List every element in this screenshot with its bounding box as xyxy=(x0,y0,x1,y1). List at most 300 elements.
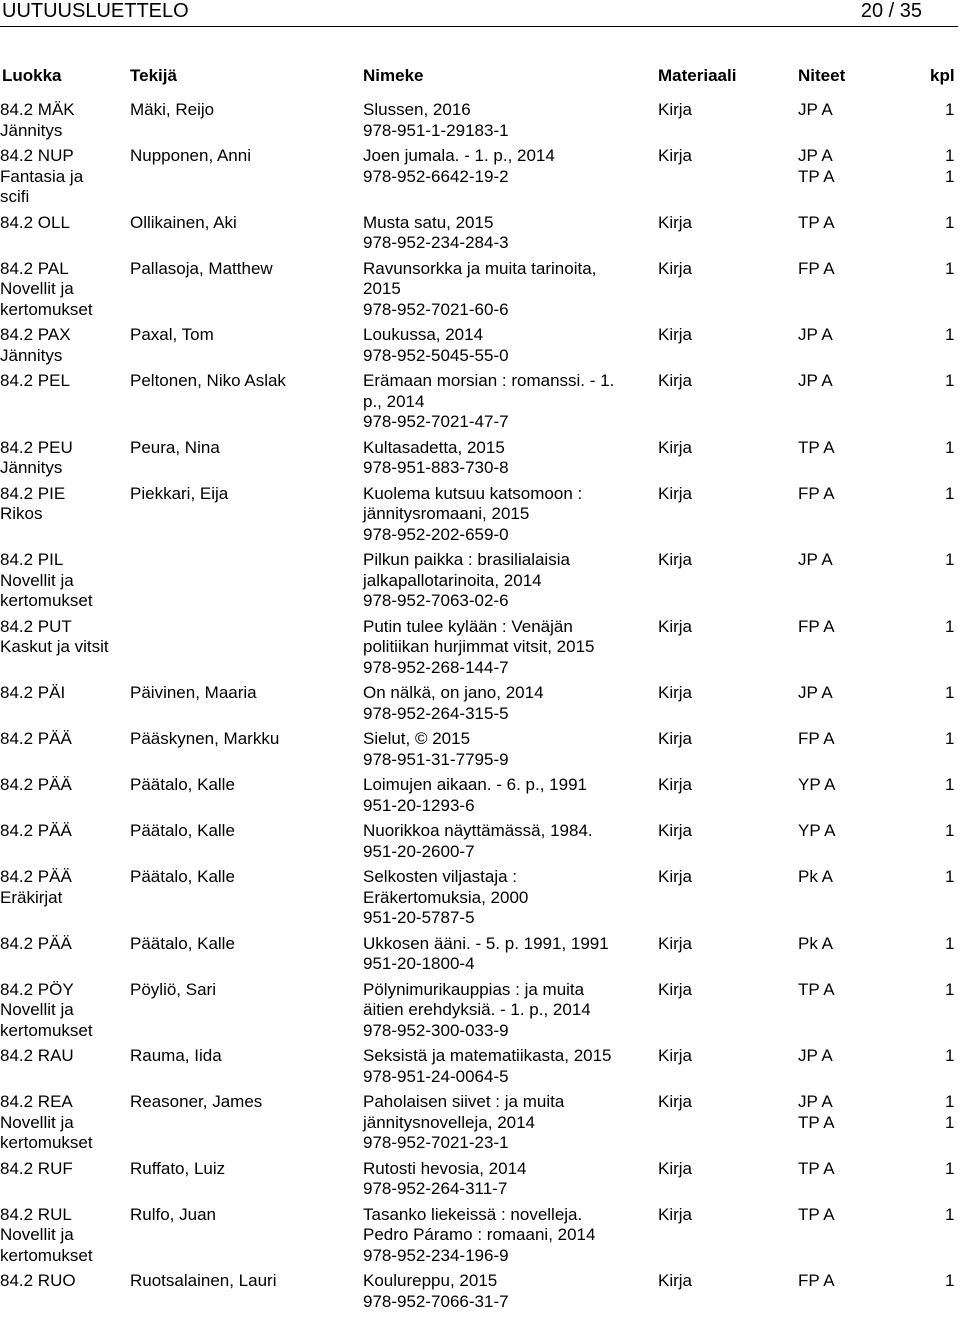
copies-location xyxy=(798,1271,835,1292)
copy-count xyxy=(945,484,954,505)
material-line: Kirja xyxy=(658,371,693,390)
copies-location-line: FP A xyxy=(798,483,835,503)
copy-count xyxy=(945,438,954,459)
copy-count xyxy=(945,821,954,842)
author xyxy=(130,146,251,167)
copy-count-line: 1 xyxy=(945,775,955,794)
copies-location-line: YP A xyxy=(798,775,836,794)
title-isbn-line: jalkapallotarinoita, 2014 xyxy=(363,570,542,590)
copy-count-line: 1 xyxy=(945,1271,955,1290)
author-line: Pöyliö, Sari xyxy=(130,979,216,999)
material xyxy=(658,1046,692,1067)
copies-location xyxy=(798,325,833,346)
class-code-line: Novellit ja xyxy=(0,1225,74,1244)
copies-location-line: TP A xyxy=(798,1158,835,1178)
material xyxy=(658,934,692,955)
class-code-line: 84.2 PÄÄ xyxy=(0,729,72,748)
class-code-line: 84.2 PAX xyxy=(0,325,71,344)
title-isbn-line: Paholaisen siivet : ja muita xyxy=(363,1092,565,1111)
class-code-line: kertomukset xyxy=(0,591,93,610)
author xyxy=(130,1205,216,1226)
title-isbn-line: 978-952-7021-23-1 xyxy=(363,1133,509,1152)
title-isbn-line: 978-952-234-284-3 xyxy=(363,233,509,252)
material xyxy=(658,729,692,750)
title-isbn-line: Pölynimurikauppias : ja muita xyxy=(363,979,585,999)
copies-location-line: TP A xyxy=(798,1112,835,1132)
title-isbn-line: Kultasadetta, 2015 xyxy=(363,437,505,457)
column-headers xyxy=(0,66,960,88)
material xyxy=(658,325,692,346)
copy-count xyxy=(945,775,954,796)
material-line: Kirja xyxy=(658,729,693,748)
title-isbn-line: Koulureppu, 2015 xyxy=(363,1271,498,1290)
class-code-line: 84.2 RAU xyxy=(0,1046,74,1065)
class-code xyxy=(0,1159,125,1180)
class-code xyxy=(0,980,125,1042)
material-line: Kirja xyxy=(658,616,693,636)
copies-location-line: JP A xyxy=(798,683,833,702)
material-line: Kirja xyxy=(658,1046,693,1065)
material-line: Kirja xyxy=(658,867,693,886)
title-isbn xyxy=(363,821,648,862)
class-code xyxy=(0,484,125,525)
class-code xyxy=(0,775,125,796)
copies-location xyxy=(798,259,835,280)
copy-count-line: 1 xyxy=(945,483,955,503)
copies-location-line: JP A xyxy=(798,1092,833,1111)
author-line: Ruffato, Luiz xyxy=(130,1158,226,1178)
title-isbn-line: 951-20-2600-7 xyxy=(363,841,475,861)
copy-count xyxy=(945,867,954,888)
title-isbn-line: politiikan hurjimmat vitsit, 2015 xyxy=(363,637,595,656)
copies-location xyxy=(798,934,833,955)
title-isbn-line: 978-952-300-033-9 xyxy=(363,1020,509,1040)
title-isbn-line: Musta satu, 2015 xyxy=(363,212,494,232)
title-isbn xyxy=(363,1092,648,1154)
copy-count xyxy=(945,1205,954,1226)
title-isbn-line: Nuorikkoa näyttämässä, 1984. xyxy=(363,821,593,840)
material xyxy=(658,821,692,842)
title-isbn-line: Pedro Páramo : romaani, 2014 xyxy=(363,1225,596,1244)
title-isbn xyxy=(363,1046,648,1087)
copies-location xyxy=(798,146,835,187)
author xyxy=(130,438,220,459)
copy-count-line: 1 xyxy=(945,166,955,186)
title-isbn-line: Tasanko liekeissä : novelleja. xyxy=(363,1204,583,1224)
copy-count xyxy=(945,325,954,346)
class-code xyxy=(0,821,125,842)
copies-location xyxy=(798,683,833,704)
author xyxy=(130,1092,262,1113)
copy-count-line: 1 xyxy=(945,100,955,119)
class-code xyxy=(0,1092,125,1154)
class-code-line: Eräkirjat xyxy=(0,887,63,907)
author-line: Päätalo, Kalle xyxy=(130,821,235,840)
author xyxy=(130,775,235,796)
author xyxy=(130,325,214,346)
class-code xyxy=(0,867,125,908)
copies-location-line: TP A xyxy=(798,979,835,999)
author-line: Pallasoja, Matthew xyxy=(130,258,273,278)
author-line: Päivinen, Maaria xyxy=(130,683,257,702)
title-isbn xyxy=(363,259,648,321)
class-code-line: Novellit ja xyxy=(0,1000,74,1019)
copy-count xyxy=(945,259,954,280)
copies-location xyxy=(798,1092,835,1133)
copy-count xyxy=(945,1092,954,1133)
copies-location xyxy=(798,1046,833,1067)
title-isbn-line: Loukussa, 2014 xyxy=(363,325,484,344)
author-line: Paxal, Tom xyxy=(130,325,214,344)
title-isbn-line: 978-952-268-144-7 xyxy=(363,657,509,677)
material xyxy=(658,371,692,392)
material-line: Kirja xyxy=(658,1271,693,1290)
copies-location xyxy=(798,484,835,505)
material-line: Kirja xyxy=(658,325,693,344)
class-code-line: 84.2 NUP xyxy=(0,146,74,165)
copies-location-line: JP A xyxy=(798,100,833,119)
title-isbn-line: Slussen, 2016 xyxy=(363,100,471,119)
title-isbn xyxy=(363,325,648,366)
copies-location-line: FP A xyxy=(798,729,835,748)
author-line: Peura, Nina xyxy=(130,437,220,457)
class-code-line: 84.2 PÄÄ xyxy=(0,867,72,886)
author xyxy=(130,259,273,280)
material-line: Kirja xyxy=(658,933,693,953)
copy-count-line: 1 xyxy=(945,325,955,344)
material xyxy=(658,213,692,234)
copies-location-line: TP A xyxy=(798,1204,835,1224)
class-code-line: 84.2 RUO xyxy=(0,1271,76,1290)
title-isbn xyxy=(363,1159,648,1200)
material xyxy=(658,683,692,704)
column-header-materiaali: Materiaali xyxy=(658,66,737,85)
title-isbn xyxy=(363,775,648,816)
title-isbn xyxy=(363,371,648,433)
author xyxy=(130,1159,225,1180)
material-line: Kirja xyxy=(658,258,693,278)
title-isbn xyxy=(363,438,648,479)
copies-location-line: TP A xyxy=(798,437,835,457)
material xyxy=(658,146,692,167)
material xyxy=(658,438,692,459)
title-isbn-line: Loimujen aikaan. - 6. p., 1991 xyxy=(363,775,587,794)
title-isbn xyxy=(363,683,648,724)
copies-location xyxy=(798,371,833,392)
author-line: Peltonen, Niko Aslak xyxy=(130,371,286,390)
copies-location xyxy=(798,867,833,888)
copy-count-line: 1 xyxy=(945,821,955,840)
column-header-luokka: Luokka xyxy=(2,66,62,85)
column-header-niteet: Niteet xyxy=(798,66,846,85)
title-isbn xyxy=(363,980,648,1042)
copies-location-line: JP A xyxy=(798,325,833,344)
author xyxy=(130,934,235,955)
copy-count xyxy=(945,1046,954,1067)
copies-location-line: FP A xyxy=(798,258,835,278)
copy-count xyxy=(945,550,954,571)
copy-count-line: 1 xyxy=(945,1046,955,1065)
author-line: Nupponen, Anni xyxy=(130,146,251,165)
class-code-line: 84.2 RUF xyxy=(0,1158,73,1178)
class-code xyxy=(0,1271,125,1292)
copy-count xyxy=(945,100,954,121)
copies-location-line: JP A xyxy=(798,371,833,390)
class-code-line: Rikos xyxy=(0,504,43,523)
material-line: Kirja xyxy=(658,437,693,457)
author-line: Mäki, Reijo xyxy=(130,100,215,119)
class-code-line: 84.2 PÄÄ xyxy=(0,933,72,953)
material xyxy=(658,1092,692,1113)
title-isbn-line: Pilkun paikka : brasilialaisia xyxy=(363,550,570,569)
class-code-line: Jännitys xyxy=(0,120,63,140)
class-code-line: 84.2 OLL xyxy=(0,212,70,232)
author xyxy=(130,821,235,842)
copy-count-line: 1 xyxy=(945,867,955,886)
title-isbn-line: 978-951-24-0064-5 xyxy=(363,1066,509,1086)
copy-count xyxy=(945,980,954,1001)
title-isbn-line: 978-951-883-730-8 xyxy=(363,458,509,477)
title-isbn xyxy=(363,867,648,929)
material xyxy=(658,1205,692,1226)
class-code-line: 84.2 PÄI xyxy=(0,683,66,702)
title-isbn-line: 978-952-7066-31-7 xyxy=(363,1291,509,1311)
copies-location xyxy=(798,213,835,234)
title-isbn xyxy=(363,146,648,187)
title-isbn-line: Putin tulee kylään : Venäjän xyxy=(363,616,573,636)
copy-count xyxy=(945,934,954,955)
class-code xyxy=(0,1205,125,1267)
title-isbn-line: 951-20-5787-5 xyxy=(363,908,475,927)
copies-location xyxy=(798,980,835,1001)
class-code-line: Novellit ja xyxy=(0,279,74,298)
title-isbn-line: p., 2014 xyxy=(363,391,425,411)
title-isbn-line: On nälkä, on jano, 2014 xyxy=(363,683,544,702)
copy-count-line: 1 xyxy=(945,258,955,278)
copies-location xyxy=(798,1205,835,1226)
title-isbn-line: 978-952-264-315-5 xyxy=(363,703,509,723)
class-code-line: 84.2 MÄK xyxy=(0,100,75,119)
title-isbn-line: jännitysnovelleja, 2014 xyxy=(363,1112,536,1132)
title-isbn xyxy=(363,729,648,770)
material xyxy=(658,1159,692,1180)
material xyxy=(658,550,692,571)
class-code-line: 84.2 PÄÄ xyxy=(0,821,72,840)
class-code-line: Jännitys xyxy=(0,345,63,365)
copies-location-line: YP A xyxy=(798,821,836,840)
title-isbn-line: Erämaan morsian : romanssi. - 1. xyxy=(363,371,615,390)
class-code-line: kertomukset xyxy=(0,299,93,319)
author-line: Rauma, Iida xyxy=(130,1046,222,1065)
class-code-line: 84.2 PUT xyxy=(0,616,72,636)
title-isbn-line: Eräkertomuksia, 2000 xyxy=(363,887,529,907)
class-code-line: kertomukset xyxy=(0,1133,93,1152)
copy-count xyxy=(945,683,954,704)
document-title: UUTUUSLUETTELO xyxy=(2,0,189,22)
material xyxy=(658,980,692,1001)
title-isbn xyxy=(363,100,648,141)
title-isbn-line: 978-952-202-659-0 xyxy=(363,524,509,544)
title-isbn-line: 951-20-1293-6 xyxy=(363,795,475,815)
author xyxy=(130,213,237,234)
class-code xyxy=(0,617,125,658)
title-isbn xyxy=(363,213,648,254)
copy-count-line: 1 xyxy=(945,1092,955,1111)
copy-count xyxy=(945,146,954,187)
author-line: Päätalo, Kalle xyxy=(130,775,235,794)
class-code-line: Kaskut ja vitsit xyxy=(0,637,109,656)
class-code-line: Novellit ja xyxy=(0,1112,74,1132)
page-number: 20 / 35 xyxy=(860,0,922,22)
copy-count-line: 1 xyxy=(945,550,955,569)
material-line: Kirja xyxy=(658,821,693,840)
class-code xyxy=(0,259,125,321)
title-isbn xyxy=(363,550,648,612)
material-line: Kirja xyxy=(658,550,693,569)
class-code xyxy=(0,683,125,704)
title-isbn-line: 978-952-6642-19-2 xyxy=(363,166,509,186)
copies-location-line: JP A xyxy=(798,146,833,165)
copy-count xyxy=(945,617,954,638)
title-isbn-line: Joen jumala. - 1. p., 2014 xyxy=(363,146,555,165)
title-isbn-line: 978-952-5045-55-0 xyxy=(363,345,509,365)
title-isbn-line: 978-951-1-29183-1 xyxy=(363,120,509,140)
title-isbn-line: 978-952-7021-60-6 xyxy=(363,299,509,319)
class-code-line: 84.2 REA xyxy=(0,1092,73,1111)
copies-location-line: TP A xyxy=(798,166,835,186)
copies-location-line: JP A xyxy=(798,550,833,569)
material xyxy=(658,867,692,888)
copies-location xyxy=(798,1159,835,1180)
material-line: Kirja xyxy=(658,146,693,165)
copies-location xyxy=(798,100,833,121)
title-isbn-line: 978-952-234-196-9 xyxy=(363,1245,509,1265)
copy-count-line: 1 xyxy=(945,1204,955,1224)
material-line: Kirja xyxy=(658,1092,693,1111)
author-line: Päätalo, Kalle xyxy=(130,867,235,886)
class-code-line: 84.2 PEU xyxy=(0,437,73,457)
class-code-line: scifi xyxy=(0,187,30,206)
header-divider xyxy=(0,26,958,27)
copy-count-line: 1 xyxy=(945,371,955,390)
class-code-line: Novellit ja xyxy=(0,570,74,590)
title-isbn-line: Ukkosen ääni. - 5. p. 1991, 1991 xyxy=(363,933,609,953)
copies-location xyxy=(798,617,835,638)
material xyxy=(658,100,692,121)
copies-location-line: JP A xyxy=(798,1046,833,1065)
column-header-tekija: Tekijä xyxy=(130,66,177,85)
class-code-line: 84.2 PIE xyxy=(0,483,66,503)
copy-count-line: 1 xyxy=(945,212,955,232)
title-isbn xyxy=(363,1205,648,1267)
class-code-line: kertomukset xyxy=(0,1245,93,1265)
material-line: Kirja xyxy=(658,775,693,794)
author-line: Rulfo, Juan xyxy=(130,1204,216,1224)
copies-location xyxy=(798,550,833,571)
material-line: Kirja xyxy=(658,683,693,702)
class-code-line: 84.2 PAL xyxy=(0,258,69,278)
copies-location xyxy=(798,775,836,796)
author xyxy=(130,371,286,392)
class-code xyxy=(0,550,125,612)
title-isbn-line: 978-952-7021-47-7 xyxy=(363,412,509,431)
title-isbn xyxy=(363,484,648,546)
material-line: Kirja xyxy=(658,1204,693,1224)
title-isbn-line: 978-952-264-311-7 xyxy=(363,1179,508,1198)
material-line: Kirja xyxy=(658,100,693,119)
title-isbn-line: 2015 xyxy=(363,279,401,298)
author-line: Piekkari, Eija xyxy=(130,483,229,503)
material xyxy=(658,484,692,505)
material xyxy=(658,617,692,638)
page-header xyxy=(2,0,922,26)
class-code-line: 84.2 PIL xyxy=(0,550,64,569)
author xyxy=(130,100,214,121)
class-code-line: Fantasia ja xyxy=(0,166,84,186)
author-line: Pääskynen, Markku xyxy=(130,729,280,748)
title-isbn xyxy=(363,1271,648,1312)
material-line: Kirja xyxy=(658,979,693,999)
copy-count-line: 1 xyxy=(945,1158,955,1178)
copy-count xyxy=(945,371,954,392)
author-line: Ollikainen, Aki xyxy=(130,212,237,232)
title-isbn-line: Sielut, © 2015 xyxy=(363,729,471,748)
title-isbn-line: 978-951-31-7795-9 xyxy=(363,749,509,769)
title-isbn xyxy=(363,934,648,975)
copies-location-line: Pk A xyxy=(798,867,833,886)
copy-count-line: 1 xyxy=(945,616,955,636)
copies-location-line: FP A xyxy=(798,1271,835,1290)
material xyxy=(658,775,692,796)
copy-count-line: 1 xyxy=(945,933,955,953)
title-isbn-line: Seksistä ja matematiikasta, 2015 xyxy=(363,1046,612,1065)
class-code xyxy=(0,146,125,208)
author-line: Ruotsalainen, Lauri xyxy=(130,1271,277,1290)
class-code xyxy=(0,934,125,955)
copies-location xyxy=(798,729,835,750)
title-isbn-line: Rutosti hevosia, 2014 xyxy=(363,1158,527,1178)
class-code xyxy=(0,438,125,479)
class-code xyxy=(0,729,125,750)
material-line: Kirja xyxy=(658,212,693,232)
copy-count-line: 1 xyxy=(945,1112,955,1132)
copies-location xyxy=(798,821,836,842)
class-code-line: kertomukset xyxy=(0,1020,93,1040)
author-line: Reasoner, James xyxy=(130,1092,263,1111)
class-code-line: 84.2 PÄÄ xyxy=(0,775,72,794)
author xyxy=(130,1271,276,1292)
class-code xyxy=(0,325,125,366)
copies-location-line: FP A xyxy=(798,616,835,636)
title-isbn-line: äitien erehdyksiä. - 1. p., 2014 xyxy=(363,1000,591,1019)
author xyxy=(130,484,228,505)
author xyxy=(130,1046,222,1067)
copy-count-line: 1 xyxy=(945,979,955,999)
copy-count xyxy=(945,1271,954,1292)
material xyxy=(658,259,692,280)
title-isbn-line: Selkosten viljastaja : xyxy=(363,867,518,886)
class-code xyxy=(0,100,125,141)
material xyxy=(658,1271,692,1292)
author-line: Päätalo, Kalle xyxy=(130,933,235,953)
copy-count-line: 1 xyxy=(945,146,955,165)
copies-location-line: Pk A xyxy=(798,933,833,953)
title-isbn-line: jännitysromaani, 2015 xyxy=(363,504,530,523)
copy-count-line: 1 xyxy=(945,683,955,702)
title-isbn-line: 978-952-7063-02-6 xyxy=(363,591,509,610)
copy-count xyxy=(945,1159,954,1180)
class-code xyxy=(0,213,125,234)
